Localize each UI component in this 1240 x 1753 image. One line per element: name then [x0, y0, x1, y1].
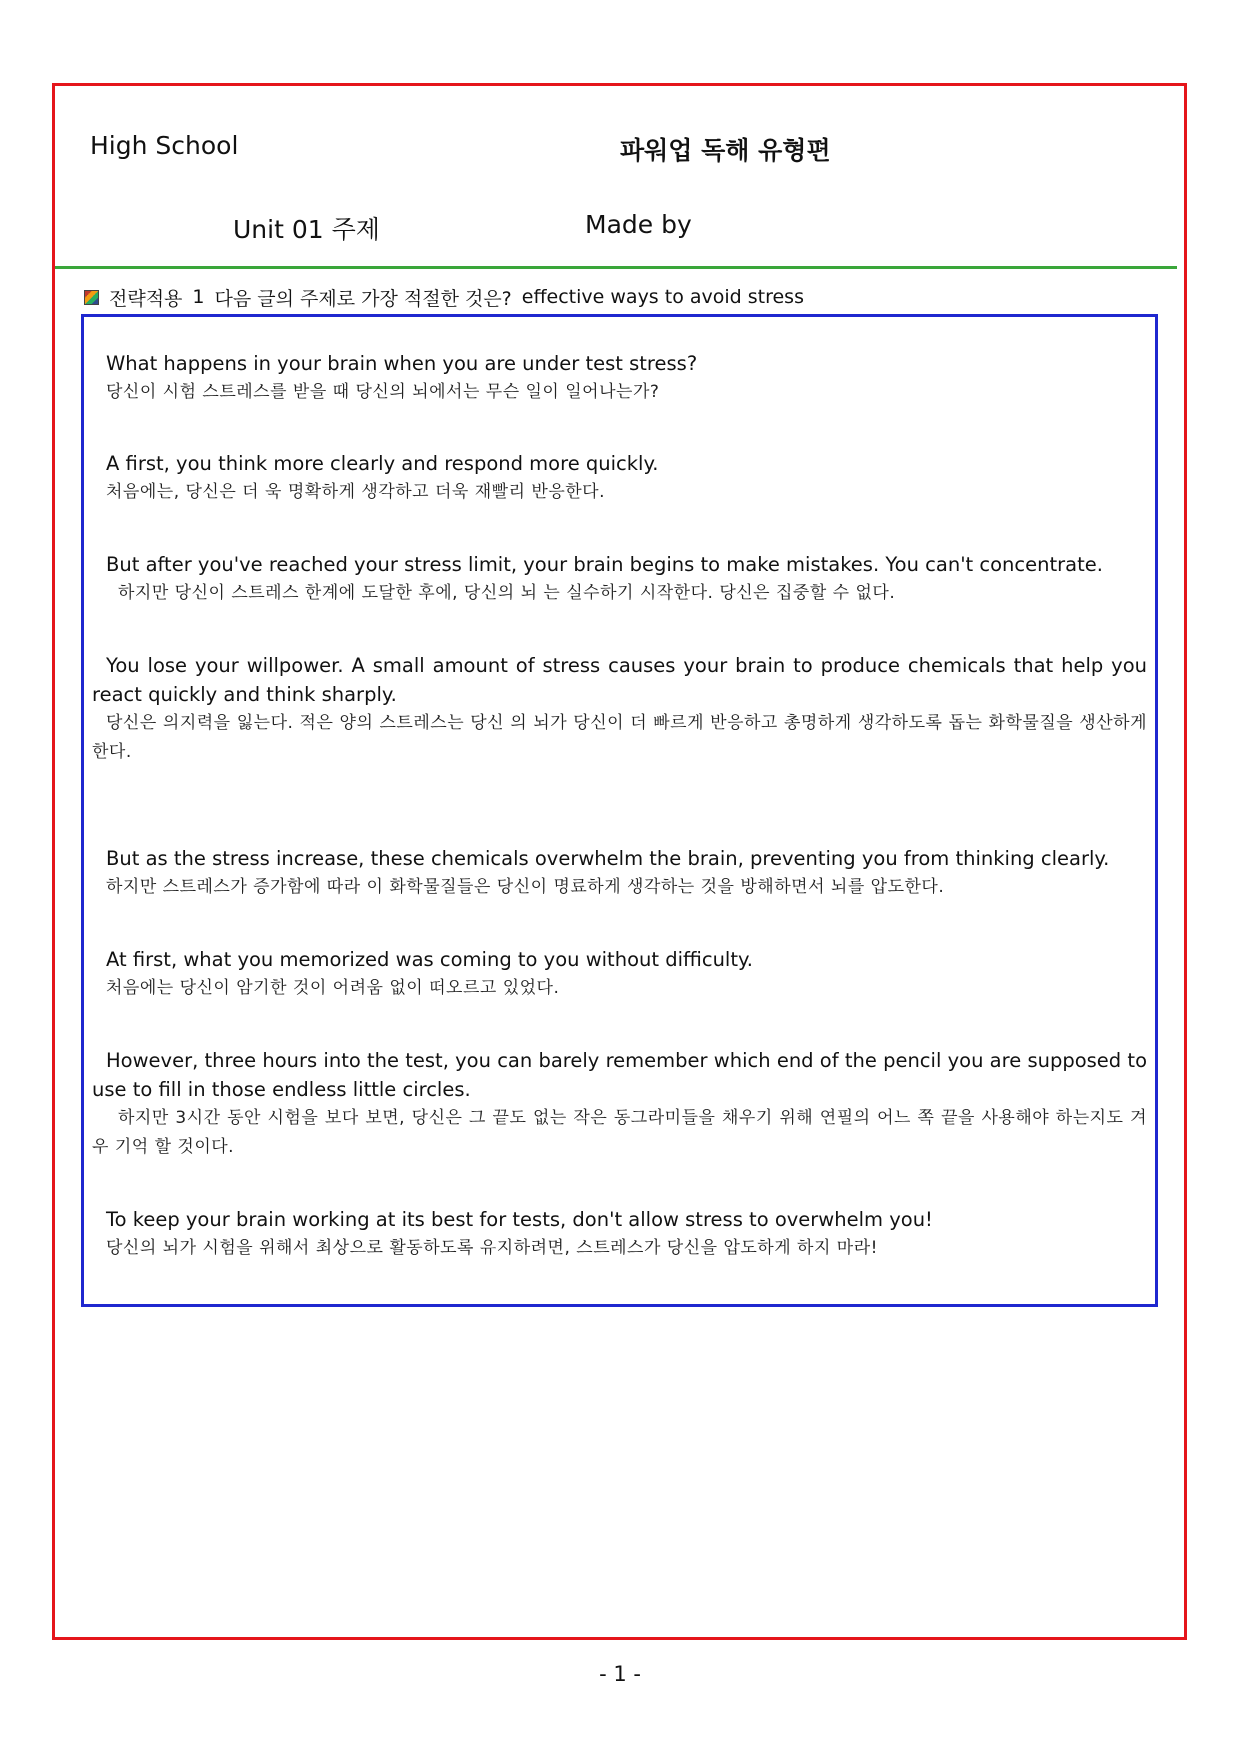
book-icon [84, 290, 99, 305]
made-by: Made by [585, 210, 692, 239]
english-sentence: However, three hours into the test, you can barely remember which end of the pencil you are supposed to use to fill in those endless little circles. [92, 1049, 1147, 1101]
question-row [84, 284, 804, 310]
page-number: - 1 - [599, 1662, 641, 1686]
passage-paragraph [92, 550, 1147, 608]
korean-translation: 당신은 의지력을 잃는다. 적은 양의 스트레스는 당신 의 뇌가 당신이 더 빠르게 반응하고 총명하게 생각하도록 돕는 화학물질을 생산하게 한다. [92, 713, 1147, 762]
unit-title: Unit 01 주제 [233, 215, 380, 244]
question-prompt: 다음 글의 주제로 가장 적절한 것은? [214, 287, 512, 310]
english-sentence: You lose your willpower. A small amount of stress causes your brain to produce chemicals that help you react quickly and think sharply. [92, 654, 1147, 706]
question-number: 1 [192, 286, 205, 308]
passage-paragraph [92, 349, 1147, 407]
korean-translation: 처음에는 당신이 암기한 것이 어려움 없이 떠오르고 있었다. [106, 978, 560, 998]
korean-translation: 처음에는, 당신은 더 욱 명확하게 생각하고 더욱 재빨리 반응한다. [106, 482, 606, 502]
question-topic: effective ways to avoid stress [521, 286, 804, 308]
passage-paragraph [92, 844, 1147, 902]
english-sentence: To keep your brain working at its best for tests, don't allow stress to overwhelm you! [106, 1208, 933, 1231]
english-sentence: At first, what you memorized was coming to you without difficulty. [106, 948, 753, 971]
book-title: 파워업 독해 유형편 [620, 136, 831, 165]
passage-paragraph [92, 449, 1147, 507]
school-level: High School [90, 131, 239, 160]
korean-translation: 당신의 뇌가 시험을 위해서 최상으로 활동하도록 유지하려면, 스트레스가 당신을 압도하게 하지 마라! [106, 1238, 878, 1258]
header-divider [55, 266, 1177, 269]
english-sentence: But after you've reached your stress limit, your brain begins to make mistakes. You can't concentrate. [106, 553, 1103, 576]
english-sentence: What happens in your brain when you are under test stress? [106, 352, 698, 375]
english-sentence: A first, you think more clearly and respond more quickly. [106, 452, 659, 475]
english-sentence: But as the stress increase, these chemicals overwhelm the brain, preventing you from thinking clearly. [106, 847, 1110, 870]
passage-paragraph [92, 1205, 1147, 1263]
passage-paragraph [92, 1046, 1147, 1162]
passage-paragraph [92, 945, 1147, 1003]
korean-translation: 하지만 당신이 스트레스 한계에 도달한 후에, 당신의 뇌 는 실수하기 시작한다. 당신은 집중할 수 없다. [118, 583, 896, 603]
korean-translation: 당신이 시험 스트레스를 받을 때 당신의 뇌에서는 무슨 일이 일어나는가? [106, 382, 660, 402]
korean-translation: 하지만 스트레스가 증가함에 따라 이 화학물질들은 당신이 명료하게 생각하는 것을 방해하면서 뇌를 압도한다. [106, 877, 945, 897]
question-label: 전략적용 [109, 287, 183, 310]
passage-paragraph [92, 651, 1147, 767]
korean-translation: 하지만 3시간 동안 시험을 보다 보면, 당신은 그 끝도 없는 작은 동그라미들을 채우기 위해 연필의 어느 쪽 끝을 사용해야 하는지도 겨우 기억 할 것이다. [92, 1108, 1147, 1157]
